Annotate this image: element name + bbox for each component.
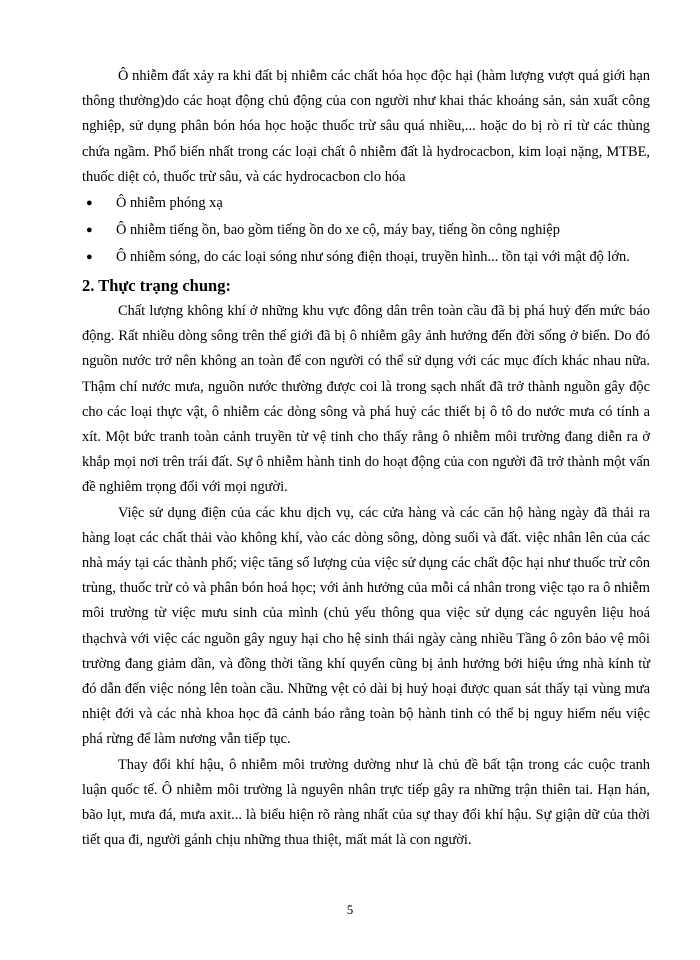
document-page xyxy=(82,64,650,853)
list-item-text: Ô nhiễm sóng, do các loại sóng như sóng điện thoại, truyền hình... tồn tại với mật độ lớn. xyxy=(116,249,630,266)
body-paragraph: Việc sử dụng điện của các khu dịch vụ, các cửa hàng và các căn hộ hàng ngày đã thải ra hàng loạt các chất thải vào không khí, vào các dòng sông, dòng suối và đất. việc nhân lên của các nhà máy tại các thành phố; việc tăng số lượng của việc sử dụng các chất độc hại như thuốc trừ côn trùng, thuốc trừ cỏ và phân bón hoá học; với ảnh hưởng của mỗi cá nhân trong việc tạo ra ô nhiễm môi trường từ việc mưu sinh của mình (chủ yếu thông qua việc sử dụng các nguyên liệu hoá thạchvà với việc các nguồn gây nguy hại cho hệ sinh thái ngày càng nhiều Tầng ô zôn bảo vệ môi trường đang giảm dần, và đồng thời tầng khí quyển cũng bị ảnh hưởng bởi hiệu ứng nhà kính từ đó dẫn đến việc nóng lên toàn cầu. Những vệt cỏ dài bị huỷ hoại được quan sát thấy tại vùng mưa nhiệt đới và các nhà khoa học đã cảnh báo rằng toàn bộ hành tinh có thể bị nguy hiểm nếu việc phá rừng để làm nương vẫn tiếp tục. xyxy=(82,504,650,748)
bullet-icon: ● xyxy=(86,251,93,264)
list-item xyxy=(82,190,650,217)
bullet-icon: ● xyxy=(86,224,93,237)
bullet-icon: ● xyxy=(86,197,93,210)
list-item xyxy=(82,244,650,271)
list-item-text: Ô nhiễm tiếng ồn, bao gồm tiếng ồn do xe cộ, máy bay, tiếng ồn công nghiệp xyxy=(116,222,560,239)
section-heading: 2. Thực trạng chung: xyxy=(82,276,231,296)
body-paragraph: Chất lượng không khí ở những khu vực đông dân trên toàn cầu đã bị phá huỷ đến mức báo động. Rất nhiều dòng sông trên thế giới đã bị ô nhiễm gây ảnh hưởng đến đời sống ở biển. Do đó nguồn nước trở nên không an toàn để con người có thể sử dụng với các mục đích khác nhau nữa. Thậm chí nước mưa, nguồn nước thường được coi là trong sạch nhất đã trở thành nguồn gây độc cho các loại thực vật, ô nhiễm các dòng sông và phá huỷ các thiết bị ô tô do nước mưa có tính a xít. Một bức tranh toàn cảnh truyền từ vệ tinh cho thấy rằng ô nhiễm môi trường đang diễn ra ở khắp mọi nơi trên trái đất. Sự ô nhiễm hành tinh do hoạt động của con người đã trở thành một vấn đề nghiêm trọng đối với mọi người. xyxy=(82,303,650,496)
intro-paragraph: Ô nhiễm đất xảy ra khi đất bị nhiễm các chất hóa học độc hại (hàm lượng vượt quá giới hạn thông thường)do các hoạt động chủ động của con người như khai thác khoáng sản, sản xuất công nghiệp, sử dụng phân bón hóa học hoặc thuốc trừ sâu quá nhiều,... hoặc do bị rò rỉ từ các thùng chứa ngầm. Phổ biến nhất trong các loại chất ô nhiễm đất là hydrocacbon, kim loại nặng, MTBE, thuốc diệt cỏ, thuốc trừ sâu, và các hydrocacbon clo hóa xyxy=(82,68,650,185)
list-item xyxy=(82,217,650,244)
body-paragraph: Thay đổi khí hậu, ô nhiễm môi trường dường như là chủ đề bất tận trong các cuộc tranh luận quốc tế. Ô nhiễm môi trường là nguyên nhân trực tiếp gây ra những trận thiên tai. Hạn hán, bão lụt, mưa đá, mưa axit... là biểu hiện rõ ràng nhất của sự thay đổi khí hậu. Sự giận dữ của thời tiết qua đi, người gánh chịu những thua thiệt, mất mát là con người. xyxy=(82,756,650,849)
page-number: 5 xyxy=(346,902,354,917)
pollution-types-list xyxy=(82,190,650,271)
list-item-text: Ô nhiễm phóng xạ xyxy=(116,195,223,212)
